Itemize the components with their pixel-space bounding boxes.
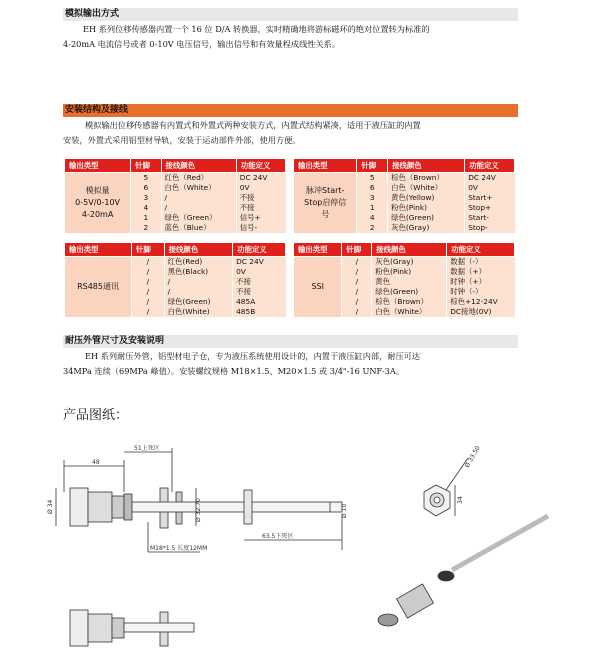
wire-color-cell: 粉色(Pink) bbox=[388, 203, 465, 213]
function-cell: 0V bbox=[465, 183, 515, 193]
wire-color-cell: 白色（White） bbox=[388, 183, 465, 193]
wire-color-cell: 绿色(Green) bbox=[164, 297, 232, 307]
output-type-line: SSI bbox=[311, 282, 324, 291]
function-cell: 时钟（-） bbox=[447, 287, 515, 297]
output-type-line: Stop启停信 bbox=[304, 198, 347, 207]
function-cell: 不接 bbox=[236, 193, 285, 203]
table-header-row bbox=[294, 243, 515, 257]
wire-color-cell: 灰色(Gray) bbox=[388, 223, 465, 233]
function-cell: 0V bbox=[233, 267, 286, 277]
table-header-cell: 输出类型 bbox=[65, 159, 131, 173]
function-cell: Stop+ bbox=[465, 203, 515, 213]
dim-label-32-70: Ø 32.70 bbox=[195, 498, 202, 522]
function-cell: 不接 bbox=[233, 287, 286, 297]
pin-cell: / bbox=[342, 287, 372, 297]
output-type-line: 4-20mA bbox=[81, 210, 114, 219]
wire-color-cell: 黄色(Yellow) bbox=[388, 193, 465, 203]
pin-cell: / bbox=[342, 257, 372, 268]
dim-label-34-side: 34 bbox=[457, 496, 464, 504]
pin-cell: 5 bbox=[131, 173, 161, 184]
table-header-cell: 功能定义 bbox=[465, 159, 515, 173]
figure-title: 产品图纸： bbox=[63, 408, 129, 423]
output-type-cell bbox=[65, 173, 131, 234]
pin-cell: / bbox=[342, 267, 372, 277]
function-cell: 信号+ bbox=[236, 213, 285, 223]
paragraph-line: EH 系列位移传感器内置一个 16 位 D/A 转换器，实时精确地将游标磁环的绝对位置转为标准的 bbox=[83, 24, 430, 34]
pin-cell: / bbox=[132, 297, 165, 307]
end-view-drawing bbox=[424, 458, 468, 516]
wire-color-cell: 绿色(Green) bbox=[372, 287, 447, 297]
paragraph-line: 安装，外置式采用铝型材导轨，安装于运动部件外部，使用方便。 bbox=[63, 134, 301, 145]
wire-color-cell: 白色(White) bbox=[164, 307, 232, 317]
table-header-cell: 输出类型 bbox=[294, 243, 342, 257]
dim-label-51-top: 51上死区 bbox=[134, 445, 160, 452]
pin-cell: / bbox=[132, 267, 165, 277]
table-row bbox=[65, 257, 286, 268]
function-cell: Start- bbox=[465, 213, 515, 223]
table-row bbox=[294, 173, 515, 184]
function-cell: Start+ bbox=[465, 193, 515, 203]
function-cell: 数据（+） bbox=[447, 267, 515, 277]
function-cell: DC 24V bbox=[233, 257, 286, 268]
wiring-table-rs485 bbox=[64, 242, 286, 317]
pin-cell: / bbox=[132, 307, 165, 317]
paragraph-line: EH 系列耐压外管，铝型材电子仓，专为液压系统使用设计的，内置于液压缸内部，耐压可达 bbox=[85, 351, 421, 361]
function-cell: 棕色+12-24V bbox=[447, 297, 515, 307]
table-header-cell: 功能定义 bbox=[447, 243, 515, 257]
function-cell: Stop- bbox=[465, 223, 515, 233]
output-type-cell bbox=[65, 257, 132, 318]
bottom-side-view-drawing bbox=[70, 610, 194, 646]
function-cell: DC 24V bbox=[465, 173, 515, 184]
pin-cell: 6 bbox=[131, 183, 161, 193]
pin-cell: 2 bbox=[357, 223, 388, 233]
output-type-cell bbox=[294, 257, 342, 318]
pin-cell: 5 bbox=[357, 173, 388, 184]
wiring-table-analog bbox=[64, 158, 286, 233]
pin-cell: 3 bbox=[131, 193, 161, 203]
function-cell: 信号- bbox=[236, 223, 285, 233]
wire-color-cell: / bbox=[161, 203, 236, 213]
pin-cell: 1 bbox=[131, 213, 161, 223]
wiring-table-pulse bbox=[293, 158, 515, 233]
pin-cell: / bbox=[132, 277, 165, 287]
wire-color-cell: 棕色（Brown） bbox=[388, 173, 465, 184]
pin-cell: 1 bbox=[357, 203, 388, 213]
paragraph-line: 34MPa 连续（69MPa 峰值）。安装螺纹规格 M18×1.5、M20×1.5 或 3/4"-16 UNF-3A。 bbox=[63, 365, 404, 376]
wire-color-cell: 蓝色（Blue） bbox=[161, 223, 236, 233]
output-type-line: RS485通讯 bbox=[77, 282, 119, 291]
pin-cell: / bbox=[342, 297, 372, 307]
function-cell: 0V bbox=[236, 183, 285, 193]
table-header-cell: 功能定义 bbox=[236, 159, 285, 173]
function-cell: 数据（-） bbox=[447, 257, 515, 268]
wire-color-cell: 棕色（Brown） bbox=[372, 297, 447, 307]
isometric-view-drawing bbox=[378, 516, 548, 626]
function-cell: 485A bbox=[233, 297, 286, 307]
table-header-cell: 接线颜色 bbox=[164, 243, 232, 257]
pin-cell: / bbox=[132, 257, 165, 268]
wire-color-cell: 白色（White） bbox=[161, 183, 236, 193]
wire-color-cell: 白色（White） bbox=[372, 307, 447, 317]
dim-label-33-50: Ø 33.50 bbox=[463, 444, 482, 469]
pin-cell: 3 bbox=[357, 193, 388, 203]
output-type-cell bbox=[294, 173, 357, 234]
section-body-analog-output bbox=[63, 22, 519, 51]
wire-color-cell: 粉色(Pink) bbox=[372, 267, 447, 277]
function-cell: 时钟（+） bbox=[447, 277, 515, 287]
wire-color-cell: 红色(Red) bbox=[164, 257, 232, 268]
table-header-row bbox=[65, 243, 286, 257]
pin-cell: 4 bbox=[357, 213, 388, 223]
pin-cell: / bbox=[342, 307, 372, 317]
output-type-line: 0-5V/0-10V bbox=[75, 198, 121, 207]
function-cell: DC 24V bbox=[236, 173, 285, 184]
wire-color-cell: 绿色(Green) bbox=[388, 213, 465, 223]
dim-label-10: Ø 10 bbox=[341, 503, 348, 518]
pin-cell: 6 bbox=[357, 183, 388, 193]
pin-cell: / bbox=[132, 287, 165, 297]
wire-color-cell: / bbox=[161, 193, 236, 203]
section-body-install-wiring bbox=[63, 118, 519, 147]
section-title-pressure-tube: 耐压外管尺寸及安装说明 bbox=[63, 335, 518, 348]
paragraph-line: 模拟输出位移传感器有内置式和外置式两种安装方式，内置式结构紧凑，适用于液压缸的内置 bbox=[85, 120, 421, 130]
output-type-line: 号 bbox=[321, 210, 330, 219]
table-header-cell: 接线颜色 bbox=[161, 159, 236, 173]
table-header-cell: 输出类型 bbox=[294, 159, 357, 173]
wire-color-cell: 黄色 bbox=[372, 277, 447, 287]
dim-label-63-5: 63.5下死区 bbox=[262, 533, 294, 540]
wire-color-cell: 红色（Red） bbox=[161, 173, 236, 184]
function-cell: 不接 bbox=[233, 277, 286, 287]
pin-cell: / bbox=[342, 277, 372, 287]
output-type-line: 模拟量 bbox=[85, 186, 110, 195]
wiring-table-ssi bbox=[293, 242, 515, 317]
thread-label: M18*1.5 长度12MM bbox=[150, 545, 208, 552]
table-header-row bbox=[294, 159, 515, 173]
function-cell: 不接 bbox=[236, 203, 285, 213]
section-title-analog-output: 模拟输出方式 bbox=[63, 8, 518, 21]
table-header-row bbox=[65, 159, 286, 173]
wire-color-cell: 黑色(Black) bbox=[164, 267, 232, 277]
table-header-cell: 功能定义 bbox=[233, 243, 286, 257]
pin-cell: 4 bbox=[131, 203, 161, 213]
wire-color-cell: / bbox=[164, 287, 232, 297]
wire-color-cell: / bbox=[164, 277, 232, 287]
product-drawing bbox=[0, 430, 592, 666]
wire-color-cell: 灰色(Gray) bbox=[372, 257, 447, 268]
table-header-cell: 输出类型 bbox=[65, 243, 132, 257]
table-header-cell: 针脚 bbox=[131, 159, 161, 173]
section-body-pressure-tube bbox=[63, 349, 519, 378]
table-header-cell: 针脚 bbox=[357, 159, 388, 173]
table-header-cell: 接线颜色 bbox=[388, 159, 465, 173]
wire-color-cell: 绿色（Green） bbox=[161, 213, 236, 223]
dim-label-34-dia: Ø 34 bbox=[47, 499, 54, 514]
table-header-cell: 针脚 bbox=[132, 243, 165, 257]
output-type-line: 脉冲Start- bbox=[306, 186, 345, 195]
function-cell: 485B bbox=[233, 307, 286, 317]
function-cell: DC接地(0V) bbox=[447, 307, 515, 317]
table-row bbox=[294, 257, 515, 268]
table-header-cell: 接线颜色 bbox=[372, 243, 447, 257]
pin-cell: 2 bbox=[131, 223, 161, 233]
dim-label-48: 48 bbox=[92, 459, 100, 466]
table-header-cell: 针脚 bbox=[342, 243, 372, 257]
section-title-install-wiring: 安装结构及接线 bbox=[63, 104, 518, 117]
table-row bbox=[65, 173, 286, 184]
paragraph-line: 4-20mA 电流信号或者 0-10V 电压信号，输出信号和有效量程成线性关系。 bbox=[63, 38, 341, 49]
